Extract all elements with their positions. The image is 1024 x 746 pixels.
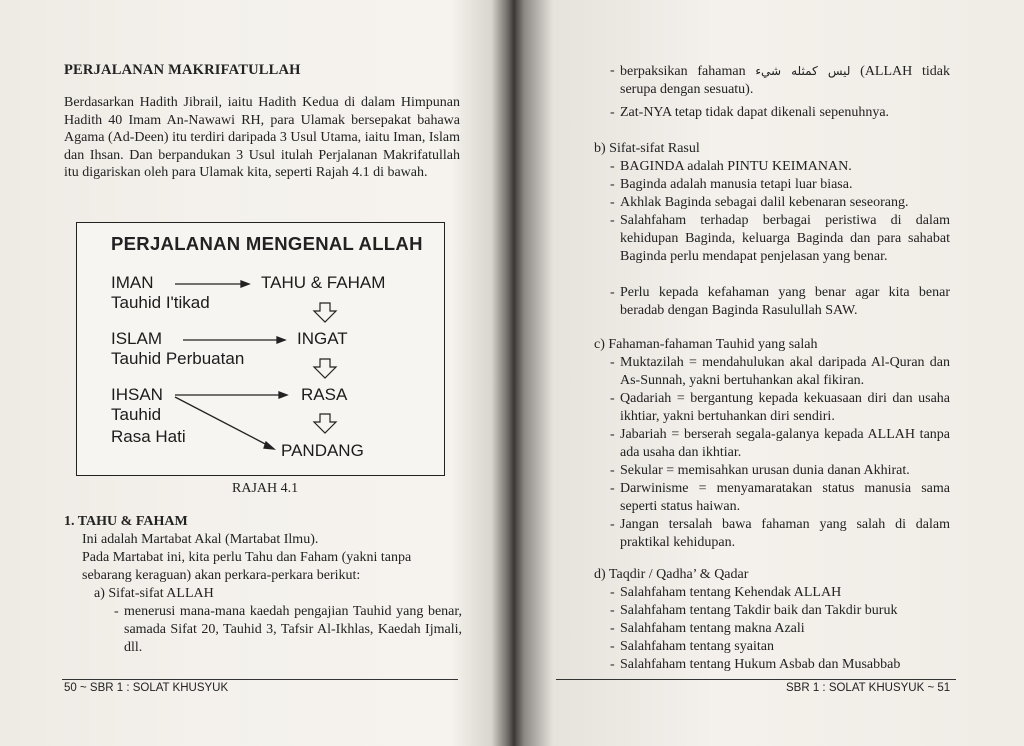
- page-footer: 50 ~ SBR 1 : SOLAT KHUSYUK: [64, 682, 229, 694]
- label-tauhid-itikad: Tauhid I'tikad: [111, 293, 210, 312]
- list-item: - menerusi mana-mana kaedah pengajian Tauhid yang benar, samada Sifat 20, Tauhid 3, Tafsir Al-Ikhlas, Kaedah Ijmali, dll.: [114, 604, 462, 655]
- list-item: - Salahfaham tentang makna Azali: [610, 621, 805, 636]
- label-pandang: PANDANG: [281, 441, 364, 460]
- list-item: - Sekular = memisahkan urusan dunia danan Akhirat.: [610, 463, 910, 478]
- arrow-head-1: [241, 281, 249, 287]
- list-item: - Qadariah = bergantung kepada kekuasaan diri dan usaha ikhtiar, yakni bertuhankan diri sendiri.: [610, 391, 950, 424]
- arrow-head-2: [277, 337, 285, 343]
- right-page: [520, 0, 1024, 746]
- label-islam: ISLAM: [111, 329, 163, 348]
- label-tauhid: Tauhid: [111, 405, 162, 424]
- subsection-a-title: a) Sifat-sifat ALLAH: [94, 586, 214, 601]
- label-iman: IMAN: [111, 273, 154, 292]
- label-rasa-hati: Rasa Hati: [111, 427, 186, 446]
- section-line: Ini adalah Martabat Akal (Martabat Ilmu).: [82, 532, 319, 547]
- arrow-head-3: [279, 392, 287, 398]
- list-item: - Salahfaham tentang Takdir baik dan Takdir buruk: [610, 603, 898, 618]
- arrow-head-4: [264, 442, 274, 449]
- list-item: - BAGINDA adalah PINTU KEIMANAN.: [610, 159, 852, 174]
- label-ingat: INGAT: [297, 329, 348, 348]
- label-tahu-faham: TAHU & FAHAM: [261, 273, 386, 292]
- page-heading: PERJALANAN MAKRIFATULLAH: [64, 62, 301, 78]
- arabic-phrase: ليس كمثله شيء: [755, 64, 851, 78]
- list-item: - Akhlak Baginda sebagai dalil kebenaran seseorang.: [610, 195, 909, 210]
- list-item: - Salahfaham tentang Kehendak ALLAH: [610, 585, 842, 600]
- down-arrow-icon: [314, 359, 336, 378]
- list-item: - Zat-NYA tetap tidak dapat dikenali sepenuhnya.: [610, 105, 890, 120]
- figure-arrows: [77, 223, 444, 475]
- list-item: - Baginda adalah manusia tetapi luar biasa.: [610, 177, 853, 192]
- down-arrow-icon: [314, 303, 336, 322]
- section-body: [82, 531, 462, 657]
- list-item: - Jangan tersalah bawa fahaman yang salah di dalam praktikal kehidupan.: [610, 517, 950, 550]
- list-item: - Salahfaham tentang syaitan: [610, 639, 774, 654]
- subsection-d-title: d) Taqdir / Qadha’ & Qadar: [594, 567, 749, 582]
- list-item: - Salahfaham terhadap berbagai peristiwa di dalam kehidupan Baginda, keluarga Baginda dan para sahabat Baginda perlu mendapat penjelasan yang benar.: [610, 213, 950, 264]
- down-arrow-icon: [314, 414, 336, 433]
- figure-diagram: [76, 222, 445, 476]
- list-item: - berpaksikan fahaman ليس كمثله شيء (ALLAH tidak serupa dengan sesuatu).: [610, 63, 950, 97]
- label-ihsan: IHSAN: [111, 385, 163, 404]
- section-line: Pada Martabat ini, kita perlu Tahu dan Faham (yakni tanpa: [82, 550, 412, 565]
- figure-title: PERJALANAN MENGENAL ALLAH: [111, 233, 423, 254]
- figure-caption: RAJAH 4.1: [232, 481, 299, 496]
- list-item: - Jabariah = berserah segala-galanya kepada ALLAH tanpa ada usaha dan ikhtiar.: [610, 427, 950, 460]
- label-tauhid-perbuatan: Tauhid Perbuatan: [111, 349, 245, 368]
- list-item: - Perlu kepada kefahaman yang benar agar kita benar beradab dengan Baginda Rasulullah SAW.: [610, 285, 950, 318]
- footer-rule: [62, 679, 458, 680]
- intro-paragraph: Berdasarkan Hadith Jibrail, iaitu Hadith Kedua di dalam Himpunan Hadith 40 Imam An-Nawawi RH, para Ulamak bersepakat bahawa Agama (Ad-Deen) itu terdiri daripada 3 Usul Utama, iaitu Iman, Islam dan Ihsan. Dan berpandukan 3 Usul itulah Perjalanan Makrifatullah itu digariskan oleh para Ulamak kita, seperti Rajah 4.1 di bawah.: [64, 95, 460, 181]
- list-item: - Darwinisme = menyamaratakan status manusia sama seperti status haiwan.: [610, 481, 950, 514]
- arrow-ihsan-pandang: [175, 397, 271, 447]
- label-rasa: RASA: [301, 385, 348, 404]
- page-footer: SBR 1 : SOLAT KHUSYUK ~ 51: [786, 682, 951, 694]
- section-line: sebarang keraguan) akan perkara-perkara berikut:: [82, 568, 361, 583]
- section-title: 1. TAHU & FAHAM: [64, 514, 188, 529]
- list-item: - Salahfaham tentang Hukum Asbab dan Musabbab: [610, 657, 901, 672]
- left-page: [0, 0, 500, 746]
- list-item: - Muktazilah = mendahulukan akal daripada Al-Quran dan As-Sunnah, yakni bertuhankan akal fikiran.: [610, 355, 950, 388]
- footer-rule: [556, 679, 956, 680]
- subsection-b-title: b) Sifat-sifat Rasul: [594, 141, 700, 156]
- subsection-c-title: c) Fahaman-fahaman Tauhid yang salah: [594, 337, 818, 352]
